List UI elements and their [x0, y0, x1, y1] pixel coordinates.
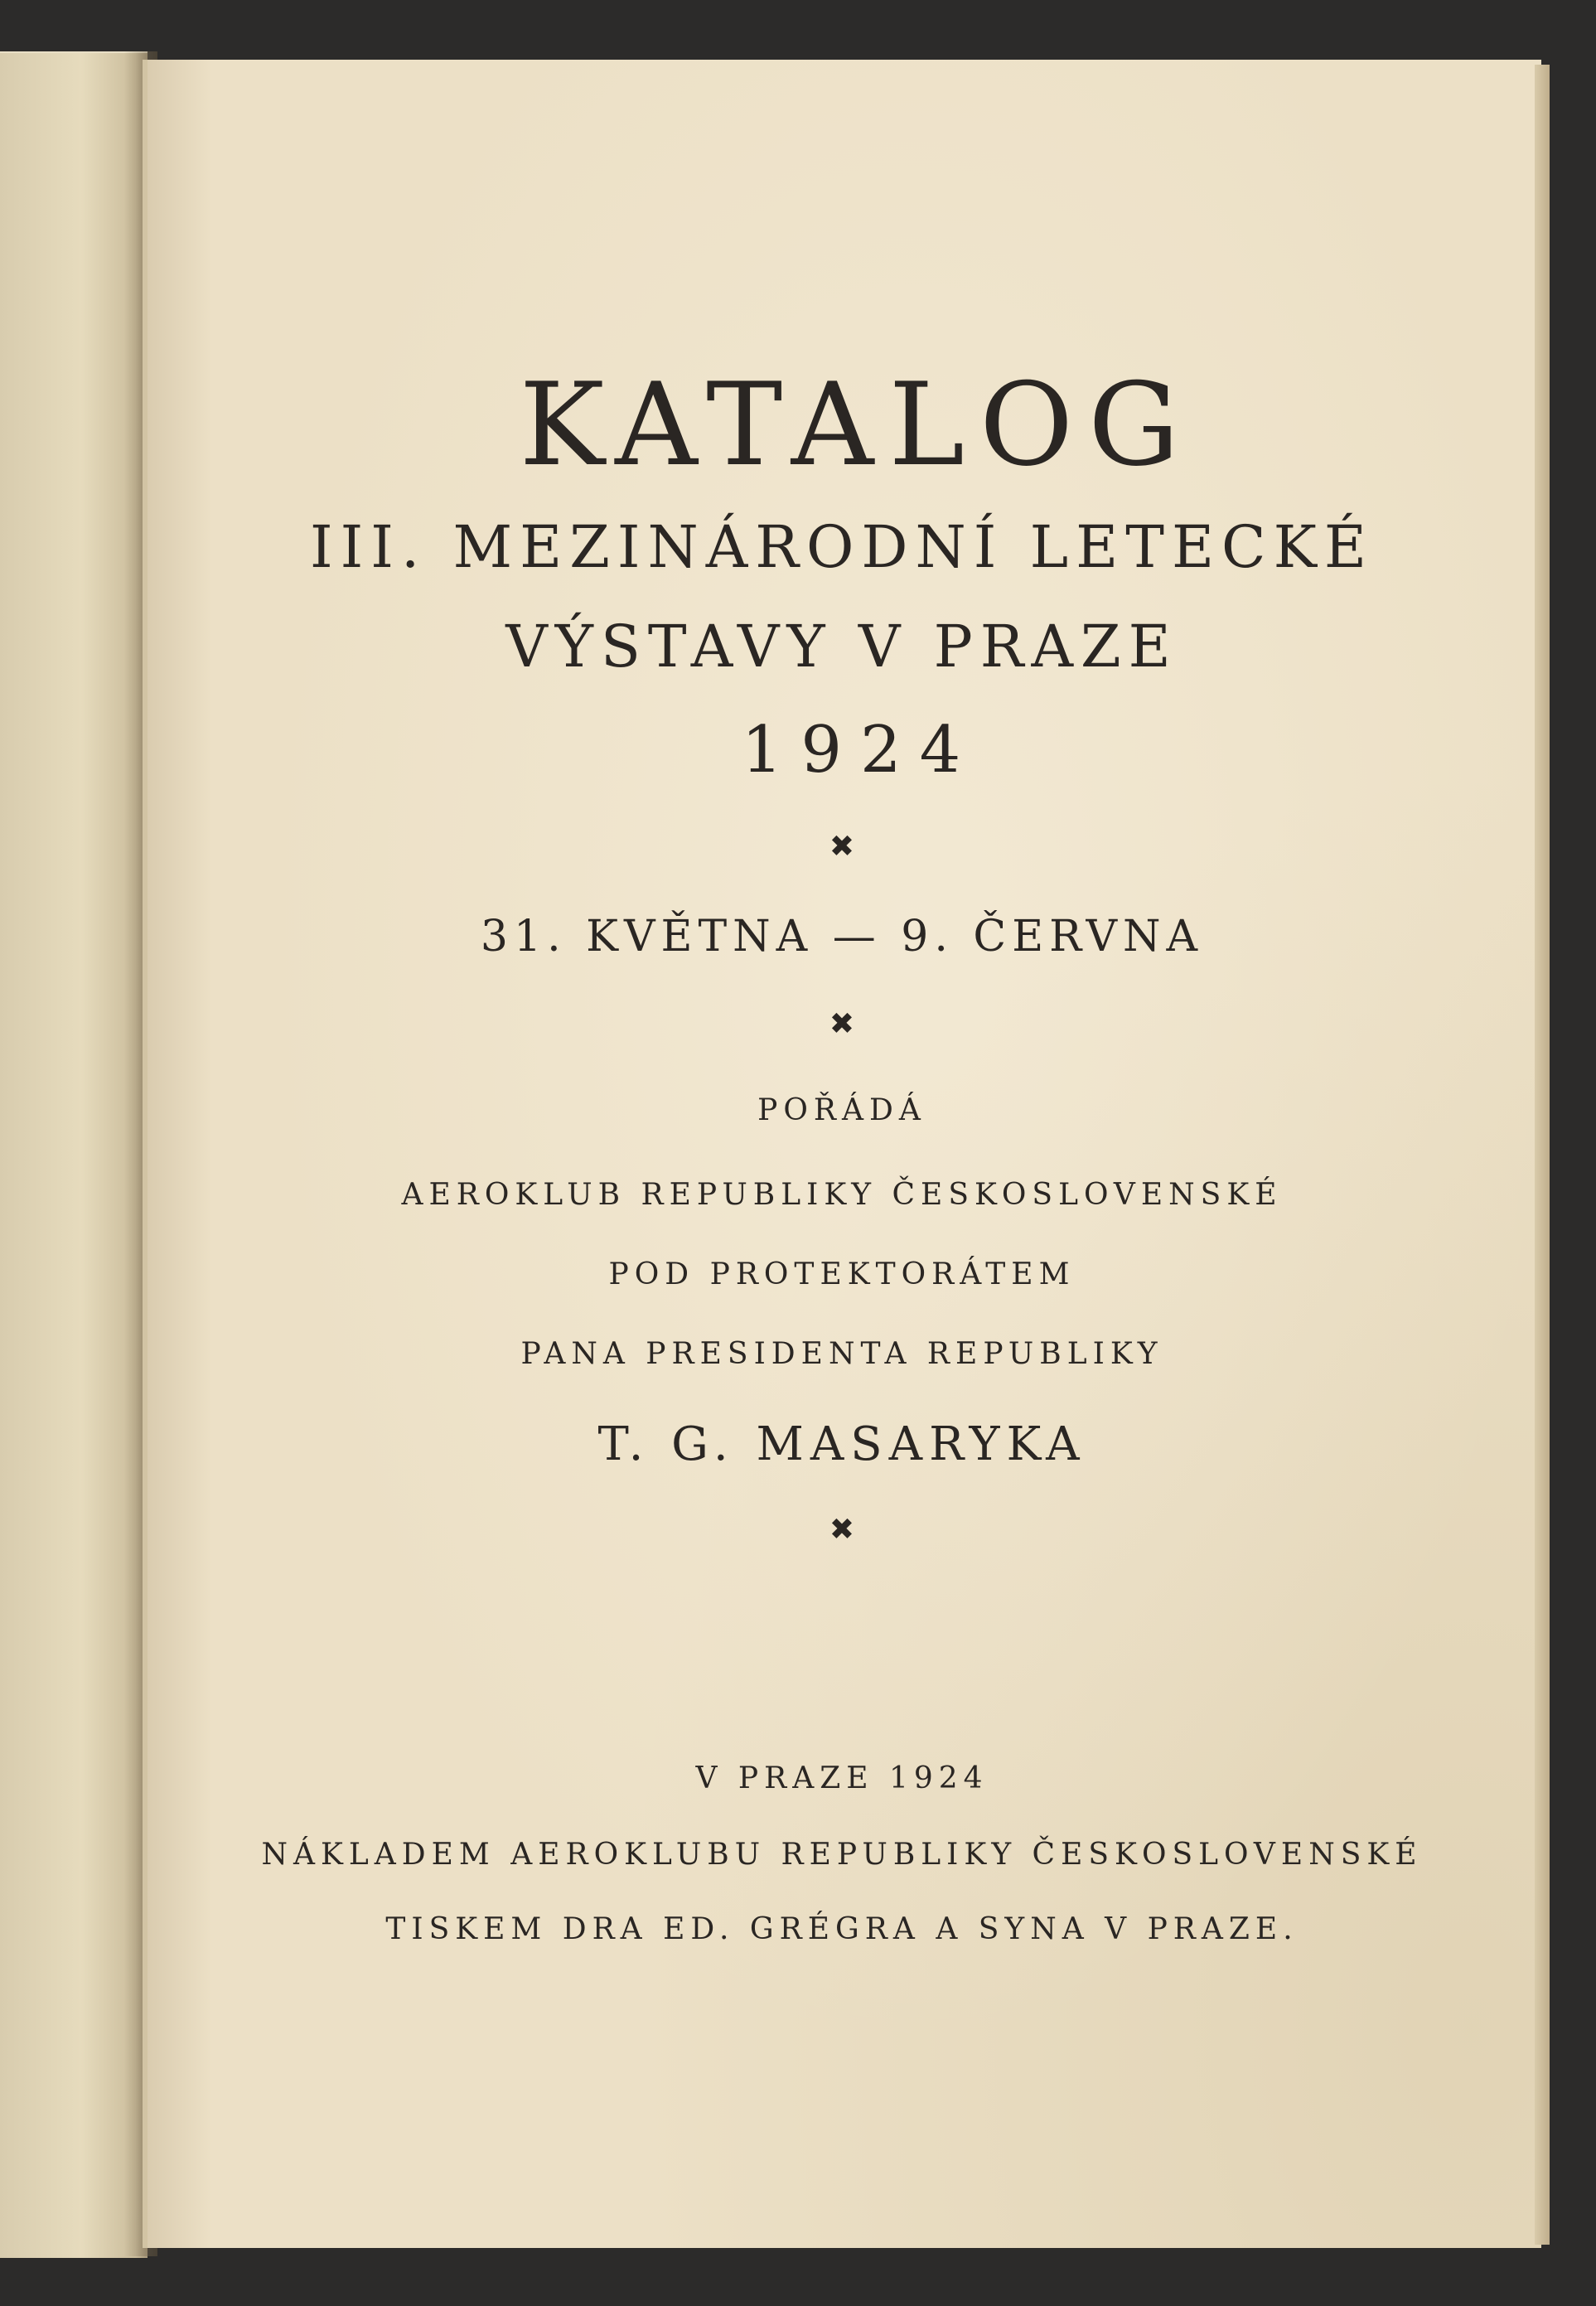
- ornament-cross-icon: ✖: [829, 1513, 855, 1547]
- imprint-publisher: NÁKLADEM AEROKLUBU REPUBLIKY ČESKOSLOVENSKÉ: [261, 1838, 1423, 1872]
- subtitle-line-1: III. MEZINÁRODNÍ LETECKÉ: [309, 513, 1374, 581]
- patronage-line-2: PANA PRESIDENTA REPUBLIKY: [520, 1337, 1163, 1371]
- exhibition-dates: 31. KVĚTNA — 9. ČERVNA: [480, 912, 1204, 962]
- organizer-name: AEROKLUB REPUBLIKY ČESKOSLOVENSKÉ: [401, 1178, 1283, 1212]
- patron-name: T. G. MASARYKA: [597, 1417, 1086, 1471]
- patronage-line-1: POD PROTEKTORÁTEM: [608, 1257, 1076, 1291]
- imprint-place-year: V PRAZE 1924: [695, 1761, 989, 1795]
- ornament-cross-icon: ✖: [829, 830, 855, 864]
- imprint-printer: TISKEM DRA ED. GRÉGRA A SYNA V PRAZE.: [385, 1912, 1299, 1946]
- catalog-title: KATALOG: [519, 358, 1195, 492]
- organizer-label: POŘÁDÁ: [757, 1093, 926, 1127]
- exhibition-year: 1924: [741, 713, 979, 787]
- subtitle-line-2: VÝSTAVY V PRAZE: [505, 613, 1178, 681]
- ornament-cross-icon: ✖: [829, 1007, 855, 1041]
